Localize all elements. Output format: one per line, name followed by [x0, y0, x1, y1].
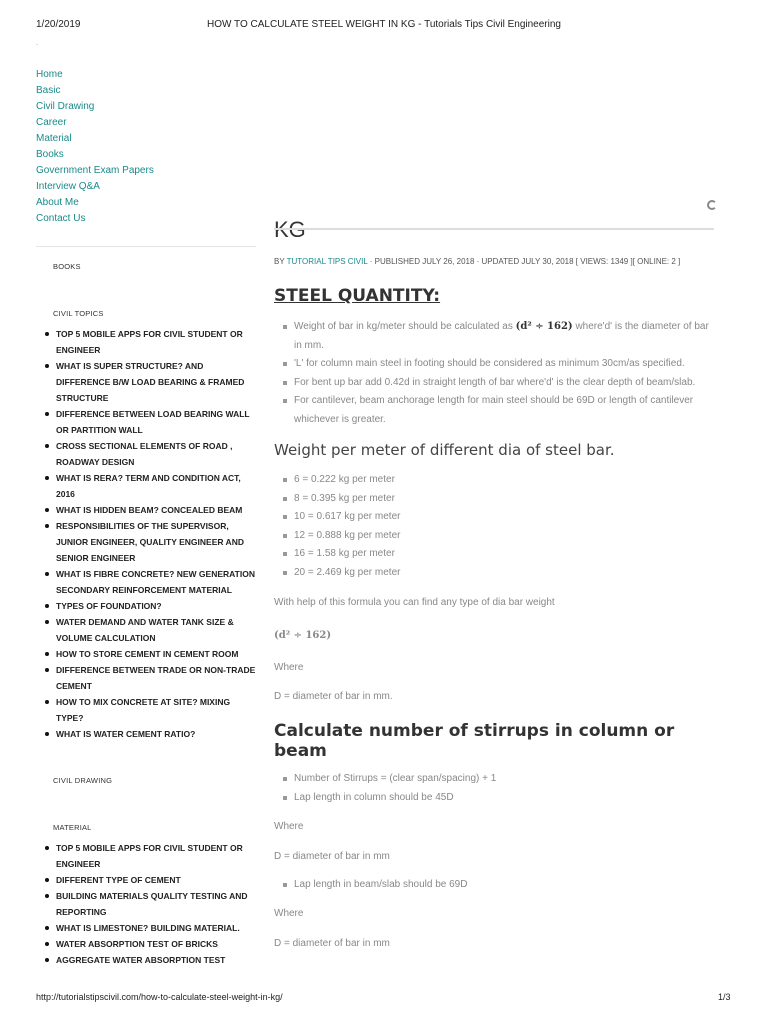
list-item: For cantilever, beam anchorage length for main steel should be 69D or length of cantilever whichever is greater.: [294, 392, 718, 429]
list-item[interactable]: WATER DEMAND AND WATER TANK SIZE & VOLUME CALCULATION: [56, 614, 256, 646]
diameter-definition: D = diameter of bar in mm: [274, 851, 390, 862]
list-item[interactable]: HOW TO MIX CONCRETE AT SITE? MIXING TYPE?: [56, 694, 256, 726]
print-header: [0, 19, 768, 33]
nav-item-material[interactable]: Material: [36, 133, 72, 144]
list-item: 10 = 0.617 kg per meter: [294, 508, 718, 527]
formula-intro: With help of this formula you can find any type of dia bar weight: [274, 597, 555, 608]
weight-per-meter-heading: Weight per meter of different dia of steel bar.: [274, 441, 615, 459]
steel-quantity-heading: STEEL QUANTITY:: [274, 286, 441, 306]
sidebar-divider: [36, 246, 256, 247]
byline-meta: · PUBLISHED JULY 26, 2018 · UPDATED JULY 30, 2018 [ VIEWS: 1349 ][ ONLINE: 2 ]: [369, 257, 681, 266]
search-icon[interactable]: [707, 200, 717, 210]
nav-item-books[interactable]: Books: [36, 149, 64, 160]
diameter-definition: D = diameter of bar in mm.: [274, 691, 393, 702]
where-label: Where: [274, 821, 304, 832]
list-item[interactable]: WHAT IS HIDDEN BEAM? CONCEALED BEAM: [56, 502, 256, 518]
list-item: 16 = 1.58 kg per meter: [294, 545, 718, 564]
sidebar-heading-civil-drawing[interactable]: CIVIL DRAWING: [53, 776, 113, 785]
nav-item-civil-drawing[interactable]: Civil Drawing: [36, 101, 95, 112]
list-item: Number of Stirrups = (clear span/spacing) + 1: [294, 770, 718, 789]
list-item: For bent up bar add 0.42d in straight length of bar where'd' is the clear depth of beam/slab.: [294, 374, 718, 393]
formula: (d² ÷ 162): [515, 321, 573, 332]
article-title-partial: KG: [274, 217, 306, 240]
byline: [274, 255, 718, 269]
byline-by: BY: [274, 257, 285, 266]
print-title: HOW TO CALCULATE STEEL WEIGHT IN KG - Tutorials Tips Civil Engineering: [207, 19, 561, 30]
byline-author-link[interactable]: TUTORIAL TIPS CIVIL: [286, 257, 368, 266]
list-item[interactable]: HOW TO STORE CEMENT IN CEMENT ROOM: [56, 646, 256, 662]
print-footer-page: 1/3: [718, 992, 731, 1002]
nav-item-career[interactable]: Career: [36, 117, 67, 128]
list-item[interactable]: WHAT IS WATER CEMENT RATIO?: [56, 726, 256, 742]
list-item: Lap length in beam/slab should be 69D: [294, 876, 718, 895]
list-item: 20 = 2.469 kg per meter: [294, 564, 718, 583]
list-item[interactable]: DIFFERENCE BETWEEN LOAD BEARING WALL OR PARTITION WALL: [56, 406, 256, 438]
nav-item-interview-qa[interactable]: Interview Q&A: [36, 181, 100, 192]
sidebar-heading-material[interactable]: MATERIAL: [53, 823, 92, 832]
steel-quantity-list: [274, 318, 718, 429]
list-item[interactable]: AGGREGATE WATER ABSORPTION TEST: [56, 952, 256, 968]
nav-item-basic[interactable]: Basic: [36, 85, 61, 96]
article-body: [274, 255, 718, 951]
list-item: Weight of bar in kg/meter should be calculated as (d² ÷ 162) where'd' is the diameter of bar in mm.: [294, 318, 718, 355]
site-logo-placeholder: .: [36, 38, 39, 47]
civil-topics-list: [36, 326, 256, 742]
sidebar-heading-books[interactable]: BOOKS: [53, 262, 81, 271]
list-item: 12 = 0.888 kg per meter: [294, 527, 718, 546]
print-footer-url: http://tutorialstipscivil.com/how-to-calculate-steel-weight-in-kg/: [36, 992, 283, 1002]
list-item: 'L' for column main steel in footing should be considered as minimum 30cm/as specified.: [294, 355, 718, 374]
material-list: [36, 840, 256, 968]
stirrups-list: [274, 770, 718, 807]
list-item[interactable]: TYPES OF FOUNDATION?: [56, 598, 256, 614]
list-item[interactable]: WHAT IS LIMESTONE? BUILDING MATERIAL.: [56, 920, 256, 936]
list-item[interactable]: WHAT IS SUPER STRUCTURE? AND DIFFERENCE B/W LOAD BEARING & FRAMED STRUCTURE: [56, 358, 256, 406]
list-item[interactable]: TOP 5 MOBILE APPS FOR CIVIL STUDENT OR ENGINEER: [56, 840, 256, 872]
list-item[interactable]: BUILDING MATERIALS QUALITY TESTING AND REPORTING: [56, 888, 256, 920]
list-item[interactable]: DIFFERENCE BETWEEN TRADE OR NON-TRADE CEMENT: [56, 662, 256, 694]
list-item[interactable]: WATER ABSORPTION TEST OF BRICKS: [56, 936, 256, 952]
main-nav: [36, 67, 154, 227]
list-item: 8 = 0.395 kg per meter: [294, 490, 718, 509]
lap-beam-list: [274, 876, 718, 895]
list-item[interactable]: DIFFERENT TYPE OF CEMENT: [56, 872, 256, 888]
title-divider: [274, 228, 714, 230]
sidebar-heading-civil-topics[interactable]: CIVIL TOPICS: [53, 309, 104, 318]
where-label: Where: [274, 907, 304, 919]
where-label: Where: [274, 662, 304, 673]
list-item: Lap length in column should be 45D: [294, 789, 718, 808]
list-item[interactable]: TOP 5 MOBILE APPS FOR CIVIL STUDENT OR ENGINEER: [56, 326, 256, 358]
sidebar: [36, 262, 256, 968]
list-item[interactable]: RESPONSIBILITIES OF THE SUPERVISOR, JUNIOR ENGINEER, QUALITY ENGINEER AND SENIOR ENGINEER: [56, 518, 256, 566]
list-item: 6 = 0.222 kg per meter: [294, 471, 718, 490]
stirrups-heading: Calculate number of stirrups in column or beam: [274, 721, 675, 761]
nav-item-government-exam-papers[interactable]: Government Exam Papers: [36, 165, 154, 176]
list-item[interactable]: WHAT IS RERA? TERM AND CONDITION ACT, 2016: [56, 470, 256, 502]
nav-item-home[interactable]: Home: [36, 69, 63, 80]
list-item[interactable]: WHAT IS FIBRE CONCRETE? NEW GENERATION SECONDARY REINFORCEMENT MATERIAL: [56, 566, 256, 598]
nav-item-contact-us[interactable]: Contact Us: [36, 213, 86, 224]
print-date: 1/20/2019: [36, 19, 81, 30]
diameter-definition: D = diameter of bar in mm: [274, 937, 390, 949]
weight-list: [274, 471, 718, 582]
nav-item-about-me[interactable]: About Me: [36, 197, 79, 208]
list-item[interactable]: CROSS SECTIONAL ELEMENTS OF ROAD , ROADWAY DESIGN: [56, 438, 256, 470]
formula-text: (d² ÷ 162): [274, 630, 332, 641]
